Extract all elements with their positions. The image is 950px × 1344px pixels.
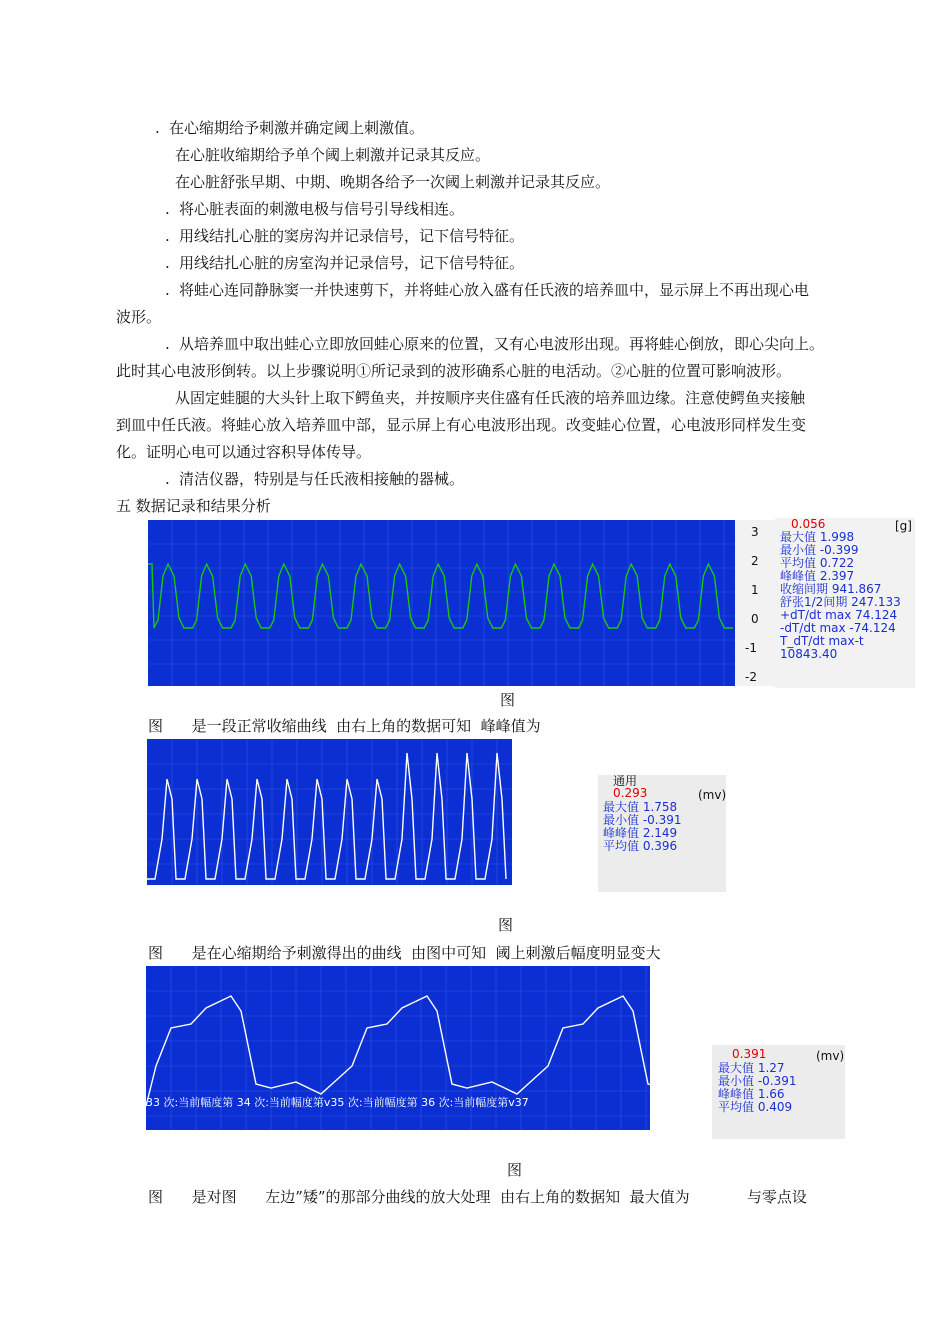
figure1-y-tick-0: 3: [751, 525, 759, 539]
figure2-stat-1: 最小值 -0.391: [603, 813, 682, 827]
figure1-y-tick-5: -2: [745, 670, 757, 684]
figure1-stat-2: 平均值 0.722: [780, 556, 855, 570]
step-4: . 用线结扎心脏的房室沟并记录信号，记下信号特征。: [165, 254, 525, 272]
figure1-y-tick-3: 0: [751, 612, 759, 626]
section-heading: 五 数据记录和结果分析: [116, 497, 271, 515]
step-7-cont-2: 化。证明心电可以通过容积导体传导。: [116, 443, 372, 461]
step-2: . 将心脏表面的刺激电极与信号引导线相连。: [165, 200, 465, 218]
figure1-y-tick-4: -1: [745, 641, 757, 655]
figure1-stat-3: 峰峰值 2.397: [780, 569, 855, 583]
figure2-panel-title: 通用: [613, 774, 638, 788]
figure2-stat-0: 最大值 1.758: [603, 800, 678, 814]
step-6: . 从培养皿中取出蛙心立即放回蛙心原来的位置，又有心电波形出现。再将蛙心倒放，即心尖向上。: [165, 335, 825, 353]
figure1-stats-panel: [775, 518, 915, 688]
step-7-cont-1: 到皿中任氏液。将蛙心放入培养皿中部，显示屏上有心电波形出现。改变蛙心位置，心电波形同样发生变: [116, 416, 807, 434]
figure2-readout: 0.293: [613, 786, 648, 800]
figure3-readout: 0.391: [732, 1047, 767, 1061]
figure1-y-tick-2: 1: [751, 583, 759, 597]
figure2-stat-3: 平均值 0.396: [603, 839, 678, 853]
figure1-stat-4: 收缩间期 941.867: [780, 582, 882, 596]
figure1-stat-0: 最大值 1.998: [780, 530, 855, 544]
figure2-caption: 图 是在心缩期给予刺激得出的曲线 由图中可知 阈上刺激后幅度明显变大: [148, 944, 661, 962]
figure3-unit: (mv): [816, 1049, 845, 1063]
figure1-y-tick-1: 2: [751, 554, 759, 568]
figure3-series-line: [146, 996, 650, 1106]
figure2-series-line: [147, 753, 506, 879]
figure1-waveform: [148, 520, 735, 686]
step-1: . 在心缩期给予刺激并确定阈上刺激值。: [155, 119, 425, 137]
figure3-stat-2: 峰峰值 1.66: [718, 1087, 785, 1101]
figure2-unit: (mv): [698, 788, 727, 802]
figure1-unit: [g]: [895, 519, 912, 533]
figure1-stat-5: 舒张1/2间期 247.133: [780, 595, 901, 609]
figure3-caption: 图 是对图 左边”矮”的那部分曲线的放大处理 由右上角的数据知 最大值为 与零点设: [148, 1188, 807, 1206]
step-1a: 在心脏收缩期给予单个阈上刺激并记录其反应。: [175, 146, 491, 164]
figure1-stat-7: -dT/dt max -74.124: [780, 621, 896, 635]
figure1-axis: [735, 520, 775, 686]
figure1-plot: [148, 520, 735, 686]
figure2-stat-2: 峰峰值 2.149: [603, 826, 678, 840]
step-5-cont: 波形。: [116, 308, 162, 326]
figure3-overlay-text: 33 次:当前幅度第 34 次:当前幅度第v35 次:当前幅度第 36 次:当前幅度第v37: [146, 1096, 529, 1109]
figure1-stat-6: +dT/dt max 74.124: [780, 608, 898, 622]
figure1-label: 图: [500, 691, 516, 709]
figure1-stat-8: T_dT/dt max-t 10843.40: [780, 634, 864, 661]
step-6-cont: 此时其心电波形倒转。以上步骤说明①所记录到的波形确系心脏的电活动。②心脏的位置可影响波形。: [116, 362, 792, 380]
figure1-series-line: [148, 564, 733, 628]
figure1-caption: 图 是一段正常收缩曲线 由右上角的数据可知 峰峰值为: [148, 717, 541, 735]
figure3-plot: [146, 966, 650, 1130]
figure3-stat-1: 最小值 -0.391: [718, 1074, 797, 1088]
figure3-label: 图: [507, 1161, 523, 1179]
figure1-stat-1: 最小值 -0.399: [780, 543, 859, 557]
step-7: 从固定蛙腿的大头针上取下鳄鱼夹，并按顺序夹住盛有任氏液的培养皿边缘。注意使鳄鱼夹接触: [175, 389, 806, 407]
figure2-stats-panel: [598, 775, 726, 892]
figure3-stat-0: 最大值 1.27: [718, 1061, 785, 1075]
figure3-stats-panel: [712, 1045, 845, 1139]
step-3: . 用线结扎心脏的窦房沟并记录信号，记下信号特征。: [165, 227, 525, 245]
step-8: . 清洁仪器，特别是与任氏液相接触的器械。: [165, 470, 465, 488]
figure2-plot: [147, 739, 512, 885]
figure1-readout: 0.056: [791, 517, 826, 531]
figure2-label: 图: [498, 916, 514, 934]
figure3-stat-3: 平均值 0.409: [718, 1100, 793, 1114]
step-5: . 将蛙心连同静脉窦一并快速剪下，并将蛙心放入盛有任氏液的培养皿中，显示屏上不再出现心电: [165, 281, 810, 299]
figure2-waveform: [147, 739, 512, 885]
step-1b: 在心脏舒张早期、中期、晚期各给予一次阈上刺激并记录其反应。: [175, 173, 611, 191]
